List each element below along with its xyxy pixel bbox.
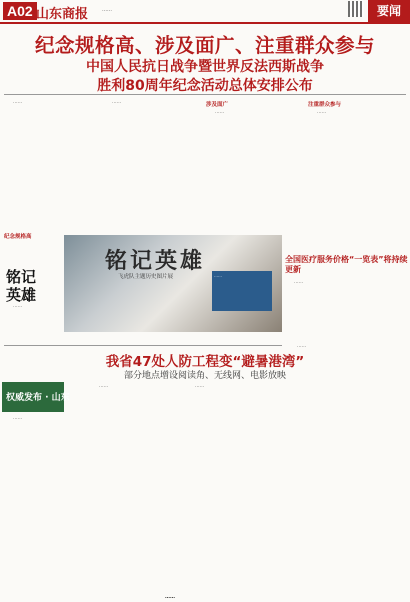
lead-subheadline-1: 中国人民抗日战争暨世界反法西斯战争 [86, 59, 324, 75]
photo-banner: …… [212, 271, 272, 311]
photo-subtitle: 飞虎队主题历史图片展 [118, 274, 174, 280]
section-body-2b: …… [215, 110, 225, 115]
section-heading-3: 注重群众参与 [308, 102, 342, 108]
lead-intro: …… [13, 100, 23, 105]
lead-headline: 纪念规格高、涉及面广、注重群众参与 [34, 34, 375, 57]
section-heading-1: 纪念规格高 [4, 234, 32, 240]
section-label: 要闻 [368, 0, 410, 22]
second-subheadline: 部分地点增设阅读角、无线网、电影放映 [123, 371, 286, 381]
second-body-1: …… [13, 416, 23, 421]
section-body-3: …… [317, 110, 327, 115]
memorial-title-2: 英雄 [6, 286, 37, 304]
second-body-2: …… [99, 384, 109, 389]
sidebar-headline: 全国医疗服务价格“一览表”将持续更新 [285, 255, 408, 274]
qr-code-icon [348, 1, 364, 17]
page-number: A02 [3, 2, 37, 20]
dateline: …… [102, 7, 112, 13]
second-body-3: …… [195, 384, 205, 389]
photo-title: 铭记英雄 [105, 248, 206, 274]
section-tag: 权威发布 · 山东 [6, 393, 70, 403]
section-heading-2: 涉及面广 [206, 102, 229, 108]
sidebar-body: …… [294, 280, 304, 285]
lead-subheadline-2: 胜利80周年纪念活动总体安排公布 [97, 78, 313, 94]
divider [4, 94, 406, 95]
sidebar-body-cont: …… [297, 344, 307, 349]
second-headline: 我省47处人防工程变“避暑港湾” [105, 354, 305, 370]
section-body-2: …… [112, 100, 122, 105]
paper-name: 山东商报 [36, 7, 89, 22]
memorial-title-1: 铭记 [6, 268, 37, 286]
byline: …… [165, 594, 175, 600]
divider [4, 345, 282, 346]
memorial-body: …… [13, 304, 23, 309]
